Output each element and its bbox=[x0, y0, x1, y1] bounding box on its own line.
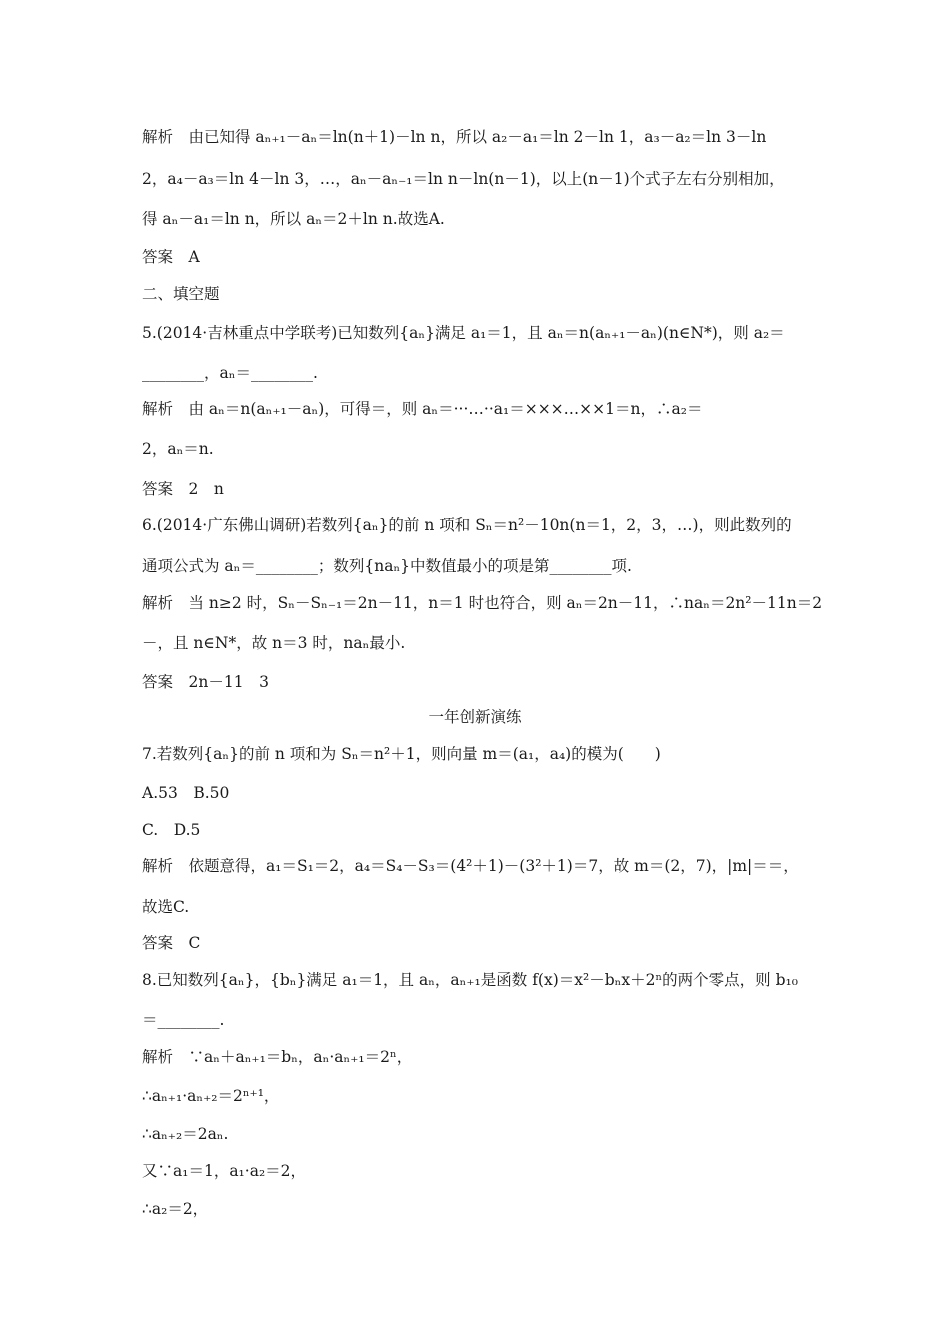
question-8-blank: ＝________. bbox=[142, 1011, 225, 1029]
text-line: 解析 依题意得，a₁＝S₁＝2，a₄＝S₄－S₃＝(4²＋1)－(3²＋1)＝7，故 m＝(2，7)，|m|＝＝， bbox=[142, 857, 799, 875]
text-line: 解析 由已知得 aₙ₊₁－aₙ＝ln(n＋1)－ln n，所以 a₂－a₁＝ln 2－ln 1，a₃－a₂＝ln 3－ln bbox=[142, 128, 767, 146]
text-line: 又∵a₁＝1，a₁·a₂＝2， bbox=[142, 1162, 307, 1180]
question-8: 8.已知数列{aₙ}，{bₙ}满足 a₁＝1，且 aₙ，aₙ₊₁是函数 f(x)＝x²－bₙx＋2ⁿ的两个零点，则 b₁₀ bbox=[142, 971, 798, 989]
question-5: 5.(2014·吉林重点中学联考)已知数列{aₙ}满足 a₁＝1，且 aₙ＝n(aₙ₊₁－aₙ)(n∈N*)，则 a₂＝ bbox=[142, 324, 785, 342]
text-line: －，且 n∈N*，故 n＝3 时，naₙ最小. bbox=[142, 634, 406, 652]
text-line: ∴aₙ₊₁·aₙ₊₂＝2ⁿ⁺¹， bbox=[142, 1087, 280, 1105]
text-line: ∴aₙ₊₂＝2aₙ. bbox=[142, 1125, 229, 1143]
question-7: 7.若数列{aₙ}的前 n 项和为 Sₙ＝n²＋1，则向量 m＝(a₁，a₄)的模为( ) bbox=[142, 745, 661, 763]
answer-line: 答案 A bbox=[142, 248, 200, 266]
text-line: 2，aₙ＝n. bbox=[142, 440, 214, 458]
options-line: A.53 B.50 bbox=[142, 784, 230, 802]
text-line: 故选C. bbox=[142, 898, 190, 916]
text-line: 解析 由 aₙ＝n(aₙ₊₁－aₙ)，可得＝，则 aₙ＝···…··a₁＝×××…××1＝n，∴a₂＝ bbox=[142, 400, 703, 418]
question-6-blanks: 通项公式为 aₙ＝________；数列{naₙ}中数值最小的项是第________项. bbox=[142, 557, 632, 575]
text-line: 解析 ∵aₙ＋aₙ₊₁＝bₙ，aₙ·aₙ₊₁＝2ⁿ， bbox=[142, 1048, 413, 1066]
question-5-blanks: ________，aₙ＝________. bbox=[142, 364, 318, 382]
section-title: 一年创新演练 bbox=[428, 708, 522, 726]
text-line: 解析 当 n≥2 时，Sₙ－Sₙ₋₁＝2n－11，n＝1 时也符合，则 aₙ＝2n－11，∴naₙ＝2n²－11n＝2 bbox=[142, 594, 823, 612]
answer-line: 答案 2n－11 3 bbox=[142, 673, 269, 691]
question-6: 6.(2014·广东佛山调研)若数列{aₙ}的前 n 项和 Sₙ＝n²－10n(n＝1，2，3，…)，则此数列的 bbox=[142, 516, 792, 534]
text-line: 得 aₙ－a₁＝ln n，所以 aₙ＝2＋ln n.故选A. bbox=[142, 210, 445, 228]
section-heading: 二、填空题 bbox=[142, 285, 220, 303]
options-line: C. D.5 bbox=[142, 821, 201, 839]
text-line: ∴a₂＝2， bbox=[142, 1200, 209, 1218]
answer-line: 答案 2 n bbox=[142, 480, 224, 498]
text-line: 2，a₄－a₃＝ln 4－ln 3，…，aₙ－aₙ₋₁＝ln n－ln(n－1)，以上(n－1)个式子左右分别相加， bbox=[142, 170, 785, 188]
answer-line: 答案 C bbox=[142, 934, 201, 952]
